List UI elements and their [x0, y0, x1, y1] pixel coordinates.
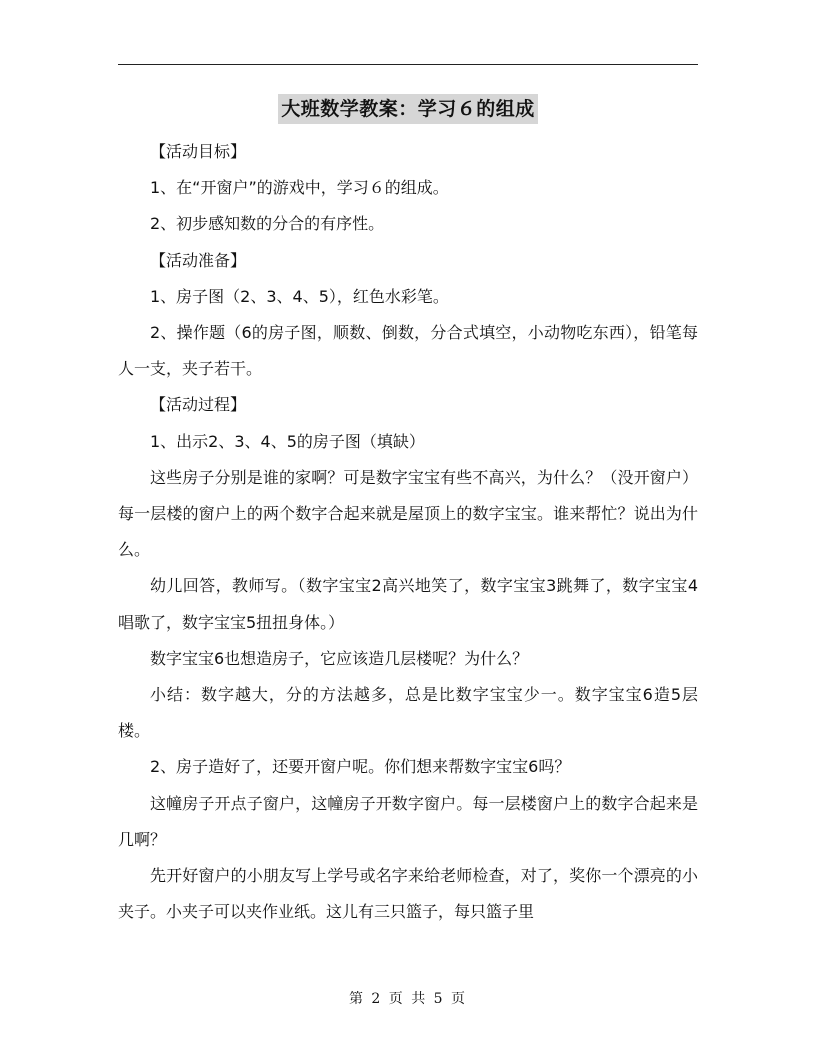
- page-footer: 第 2 页 共 5 页: [348, 991, 468, 1007]
- goal-item-1: 1、在“开窗户”的游戏中，学习６的组成。: [150, 178, 449, 198]
- process-summary: 小结：数字越大，分的方法越多，总是比数字宝宝少一。数字宝宝6造5层楼。: [118, 685, 698, 741]
- section-heading-preparation: 【活动准备】: [150, 250, 247, 270]
- preparation-item-2: 2、操作题（6的房子图，顺数、倒数，分合式填空，小动物吃东西），铅笔每人一支，夹子若干。: [118, 323, 698, 379]
- title-container: [0, 94, 816, 124]
- goal-item-2: 2、初步感知数的分合的有序性。: [150, 214, 385, 234]
- header-rule: [118, 64, 698, 65]
- document-title: 大班数学教案：学习６的组成: [278, 94, 538, 124]
- preparation-item-1: 1、房子图（2、3、4、5），红色水彩笔。: [150, 286, 449, 306]
- process-paragraph: 这幢房子开点子窗户，这幢房子开数字窗户。每一层楼窗户上的数字合起来是几啊？: [118, 793, 698, 849]
- process-step-2: 2、房子造好了，还要开窗户呢。你们想来帮数字宝宝6吗？: [150, 757, 571, 777]
- process-paragraph: 幼儿回答，教师写。（数字宝宝2高兴地笑了，数字宝宝3跳舞了，数字宝宝4唱歌了，数字宝宝5扭扭身体。）: [118, 576, 698, 632]
- section-heading-process: 【活动过程】: [150, 395, 247, 415]
- process-step-1: 1、出示2、3、4、5的房子图（填缺）: [150, 431, 425, 451]
- process-paragraph: 先开好窗户的小朋友写上学号或名字来给老师检查，对了，奖你一个漂亮的小夹子。小夹子可以夹作业纸。这儿有三只篮子，每只篮子里: [118, 866, 698, 922]
- process-paragraph: 这些房子分别是谁的家啊？可是数字宝宝有些不高兴，为什么？（没开窗户）每一层楼的窗户上的两个数字合起来就是屋顶上的数字宝宝。谁来帮忙？说出为什么。: [118, 467, 698, 560]
- process-paragraph: 数字宝宝6也想造房子，它应该造几层楼呢？为什么？: [150, 648, 529, 668]
- document-body: [118, 134, 698, 930]
- section-heading-goals: 【活动目标】: [150, 142, 247, 161]
